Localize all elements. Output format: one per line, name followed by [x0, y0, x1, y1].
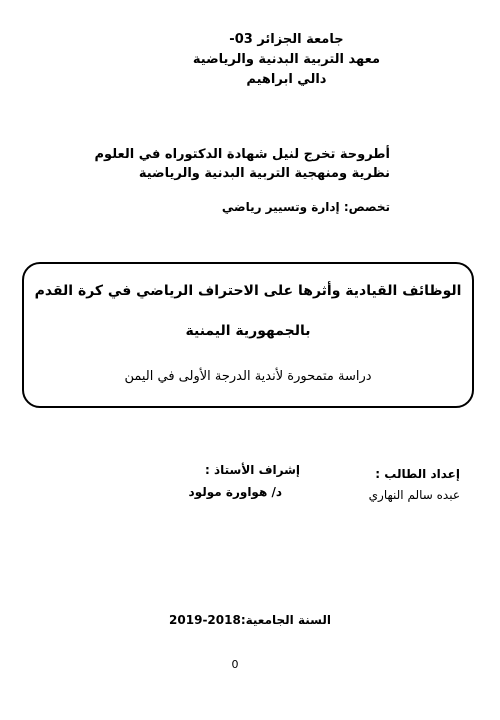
thesis-line-2: نظرية ومنهجية التربية البدنية والرياضية — [138, 166, 390, 181]
academic-year: السنة الجامعية:2018-2019 — [169, 613, 331, 627]
thesis-description — [95, 145, 390, 183]
specialty: تخصص: إدارة وتسيير رياضي — [221, 200, 390, 214]
thesis-subtitle: دراسة متمحورة لأندية الدرجة الأولى في اليمن — [124, 369, 372, 384]
thesis-line-1: أطروحة تخرج لنيل شهادة الدكتوراه في العلوم — [94, 147, 390, 162]
university-name: جامعة الجزائر 03- — [229, 32, 344, 47]
supervisor-name: د/ هواورة مولود — [188, 485, 282, 499]
student-label: إعداد الطالب : — [375, 467, 460, 481]
thesis-title-line-1: الوظائف القيادية وأثرها على الاحتراف الرياضي في كرة القدم — [34, 283, 462, 299]
page-number: 0 — [231, 658, 239, 671]
thesis-title-line-2: بالجمهورية اليمنية — [185, 323, 311, 339]
campus-name: دالي ابراهيم — [246, 72, 327, 87]
supervisor-label: إشراف الأستاذ : — [205, 463, 300, 477]
institution-header — [193, 30, 380, 90]
student-name: عبده سالم النهاري — [368, 488, 460, 502]
institute-name: معهد التربية البدنية والرياضية — [192, 52, 380, 67]
